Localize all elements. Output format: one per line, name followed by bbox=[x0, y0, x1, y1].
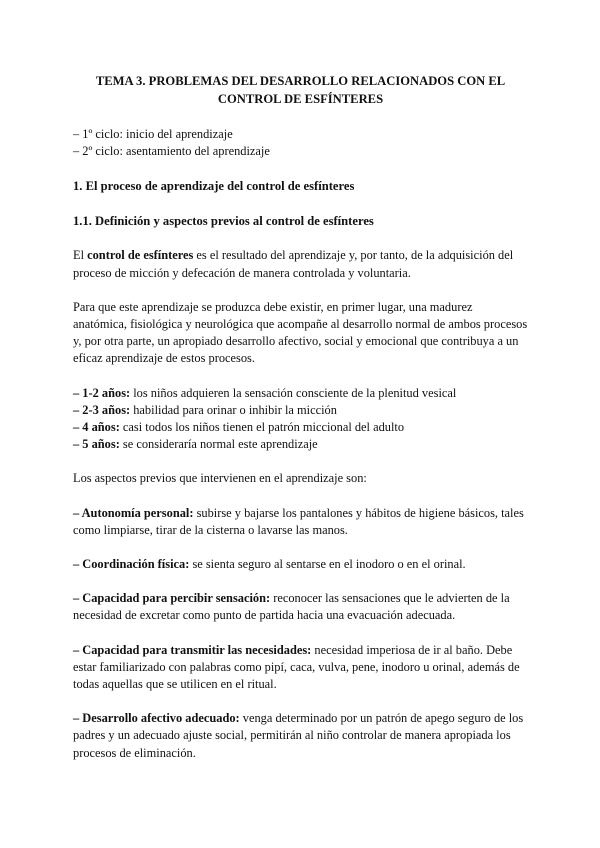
title-line-1: TEMA 3. PROBLEMAS DEL DESARROLLO RELACIONADOS CON EL bbox=[95, 74, 506, 88]
aspect-text: necesidad imperiosa de ir al baño. Debe estar familiarizado con palabras como pipí, caca, vulva, pene, inodoro u orinal, además de todas aquellas que se utilicen en el ritual. bbox=[73, 642, 520, 692]
age-text: casi todos los niños tienen el patrón miccional del adulto bbox=[119, 420, 405, 435]
age-label: – 2-3 años: bbox=[73, 402, 131, 417]
age-text: habilidad para orinar o inhibir la micción bbox=[130, 402, 337, 417]
aspect-text: venga determinado por un patrón de apego seguro de los padres y un adecuado ajuste social, permitirán al niño controlar de manera apropiada los procesos de eliminación. bbox=[73, 711, 524, 760]
maturity-paragraph: Para que este aprendizaje se produzca debe existir, en primer lugar, una madurez anatómica, fisiológica y neurológica que acompañe al desarrollo normal de ambos procesos y, por otra parte, un apropiado desarrollo afectivo, social y emocional que contribuya a un eficaz aprendizaje de estos procesos. bbox=[73, 299, 528, 366]
age-label: – 1-2 años: bbox=[73, 385, 131, 400]
age-item bbox=[73, 385, 528, 402]
aspect-text: se sienta seguro al sentarse en el inodoro o en el orinal. bbox=[189, 557, 466, 572]
aspect-paragraph bbox=[73, 642, 528, 694]
age-item bbox=[73, 419, 528, 436]
definition-term: control de esfínteres bbox=[87, 248, 194, 263]
document-page bbox=[73, 72, 528, 779]
aspect-text: subirse y bajarse los pantalones y hábitos de higiene básicos, tales como limpiarse, tirar de la cisterna o lavarse las manos. bbox=[73, 505, 524, 537]
definition-after: es el resultado del aprendizaje y, por tanto, de la adquisición del proceso de micción y defecación de manera controlada y voluntaria. bbox=[73, 248, 514, 280]
cycle-list bbox=[73, 126, 528, 160]
aspect-label: – Desarrollo afectivo adecuado: bbox=[73, 711, 240, 726]
age-text: se consideraría normal este aprendizaje bbox=[119, 437, 318, 452]
age-item bbox=[73, 436, 528, 453]
definition-before: El bbox=[73, 248, 88, 263]
aspect-label: – Coordinación física: bbox=[73, 557, 190, 572]
section-heading: 1. El proceso de aprendizaje del control de esfínteres bbox=[73, 179, 355, 194]
age-list bbox=[73, 385, 528, 454]
title-line-2: CONTROL DE ESFÍNTERES bbox=[217, 92, 384, 106]
aspect-paragraph bbox=[73, 710, 528, 762]
aspect-paragraph bbox=[73, 556, 528, 573]
age-text: los niños adquieren la sensación consciente de la plenitud vesical bbox=[130, 385, 457, 400]
aspect-text: reconocer las sensaciones que le advierten de la necesidad de excretar como punto de partida hacia una evacuación adecuada. bbox=[73, 591, 510, 623]
age-label: – 4 años: bbox=[73, 420, 120, 435]
aspects-intro: Los aspectos previos que intervienen en el aprendizaje son: bbox=[73, 471, 367, 486]
aspect-paragraph bbox=[73, 590, 528, 624]
aspect-label: – Autonomía personal: bbox=[73, 505, 194, 520]
age-label: – 5 años: bbox=[73, 437, 120, 452]
aspect-paragraph bbox=[73, 505, 528, 539]
document-title bbox=[73, 72, 528, 108]
definition-paragraph bbox=[73, 247, 528, 281]
aspect-label: – Capacidad para percibir sensación: bbox=[73, 591, 271, 606]
cycle-item: – 2º ciclo: asentamiento del aprendizaje bbox=[73, 144, 270, 159]
subsection-heading: 1.1. Definición y aspectos previos al control de esfínteres bbox=[73, 214, 374, 229]
aspect-label: – Capacidad para transmitir las necesidades: bbox=[73, 642, 312, 657]
cycle-item: – 1º ciclo: inicio del aprendizaje bbox=[73, 127, 233, 141]
age-item bbox=[73, 402, 528, 419]
